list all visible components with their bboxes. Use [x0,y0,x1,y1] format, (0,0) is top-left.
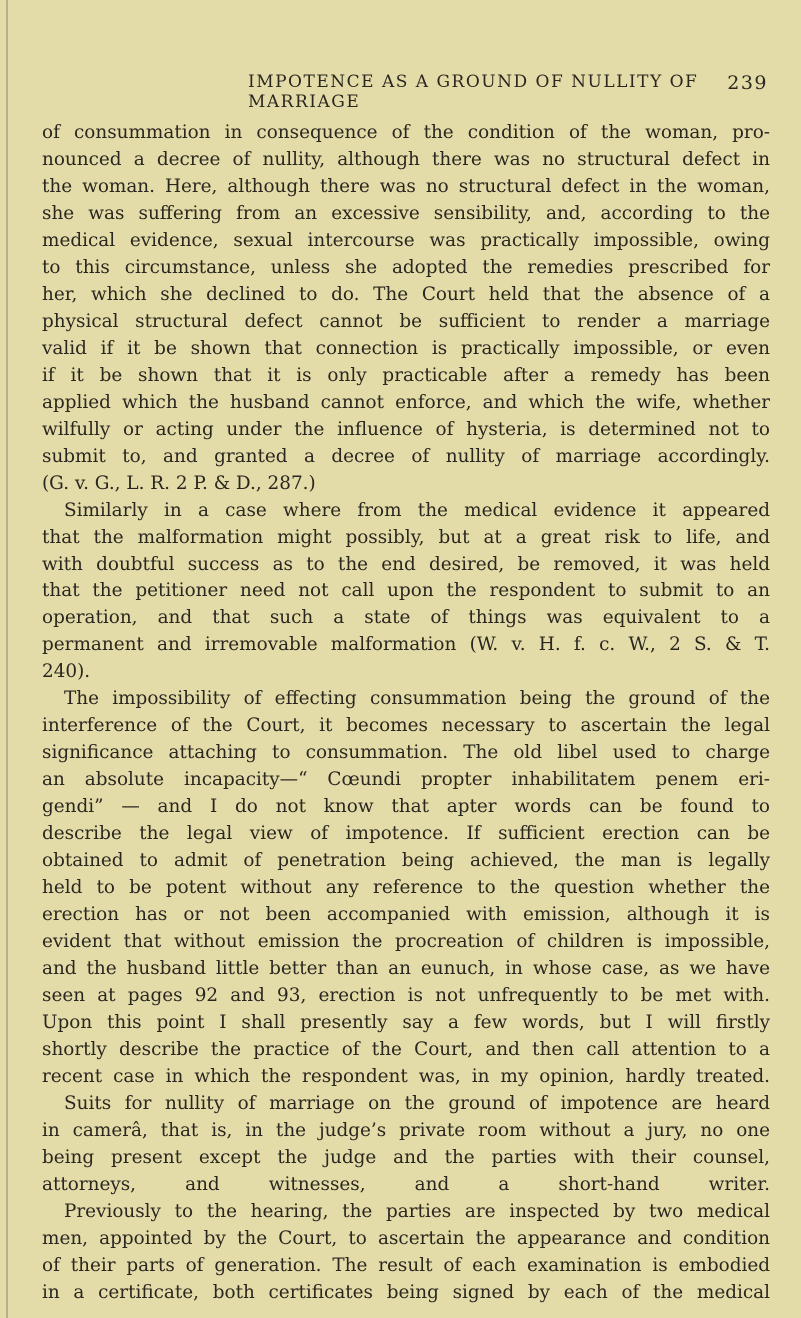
text-line: submit to, and granted a decree of nullity of marriage accordingly. [42,445,770,467]
text-line: erection has or not been accompanied with emission, although it is [42,904,770,926]
text-line: an absolute incapacity—“ Cœundi propter inhabilitatem penem eri- [42,769,770,791]
text-line: nounced a decree of nullity, although there was no structural defect in [42,148,770,170]
text-line: the woman. Here, although there was no structural defect in the woman, [42,175,770,197]
running-header [248,72,768,112]
text-line: valid if it be shown that connection is practically impossible, or even [42,337,770,359]
page-number: 239 [727,72,768,94]
page-edge [6,0,8,1318]
text-line: to this circumstance, unless she adopted the remedies prescribed for [42,256,770,278]
text-line: applied which the husband cannot enforce, and which the wife, whether [42,391,770,413]
text-line: (G. v. G., L. R. 2 P. & D., 287.) [42,472,316,494]
text-line: that the petitioner need not call upon the respondent to submit to an [42,580,770,602]
text-line: Upon this point I shall presently say a few words, but I will firstly [42,1011,770,1033]
text-line: Suits for nullity of marriage on the ground of impotence are heard [64,1092,770,1114]
running-title: IMPOTENCE AS A GROUND OF NULLITY OF MARRIAGE [248,72,699,112]
text-line: and the husband little better than an eunuch, in whose case, as we have [42,958,770,980]
text-line: significance attaching to consummation. The old libel used to charge [42,742,770,764]
text-line: The impossibility of effecting consummation being the ground of the [64,688,770,710]
text-line: physical structural defect cannot be sufficient to render a marriage [42,310,770,332]
text-line: medical evidence, sexual intercourse was practically impossible, owing [42,229,770,251]
text-line: operation, and that such a state of things was equivalent to a [42,607,770,629]
text-line: of their parts of generation. The result of each examination is embodied [42,1254,770,1276]
text-line: recent case in which the respondent was, in my opinion, hardly treated. [42,1065,770,1087]
text-line: she was suffering from an excessive sensibility, and, according to the [42,202,770,224]
text-line: in camerâ, that is, in the judge’s private room without a jury, no one [42,1119,770,1141]
text-line: shortly describe the practice of the Court, and then call attention to a [42,1038,770,1060]
text-line: men, appointed by the Court, to ascertain the appearance and condition [42,1227,770,1249]
text-line: with doubtful success as to the end desired, be removed, it was held [42,553,770,575]
text-line: wilfully or acting under the influence of hysteria, is determined not to [42,418,770,440]
text-line: seen at pages 92 and 93, erection is not unfrequently to be met with. [42,985,770,1006]
text-line: held to be potent without any reference to the question whether the [42,877,770,899]
text-line: of consummation in consequence of the condition of the woman, pro- [42,122,770,143]
text-line: obtained to admit of penetration being achieved, the man is legally [42,850,770,872]
text-line: her, which she declined to do. The Court held that the absence of a [42,283,770,305]
text-line: interference of the Court, it becomes necessary to ascertain the legal [42,715,770,737]
text-line: attorneys, and witnesses, and a short-hand writer. [42,1173,770,1195]
body-text [42,120,770,1307]
text-line: that the malformation might possibly, but at a great risk to life, and [42,526,770,548]
text-line: Previously to the hearing, the parties are inspected by two medical [64,1200,770,1222]
text-line: in a certificate, both certificates being signed by each of the medical [42,1281,770,1303]
text-line: Similarly in a case where from the medical evidence it appeared [64,499,770,521]
text-line: gendi” — and I do not know that apter words can be found to [42,796,770,818]
text-line: being present except the judge and the parties with their counsel, [42,1146,770,1168]
text-line: permanent and irremovable malformation (W. v. H. f. c. W., 2 S. & T. [42,634,770,656]
text-line: evident that without emission the procreation of children is impossible, [42,931,770,953]
text-line: 240). [42,661,91,683]
text-line: if it be shown that it is only practicable after a remedy has been [42,364,770,386]
text-line: describe the legal view of impotence. If sufficient erection can be [42,823,770,845]
